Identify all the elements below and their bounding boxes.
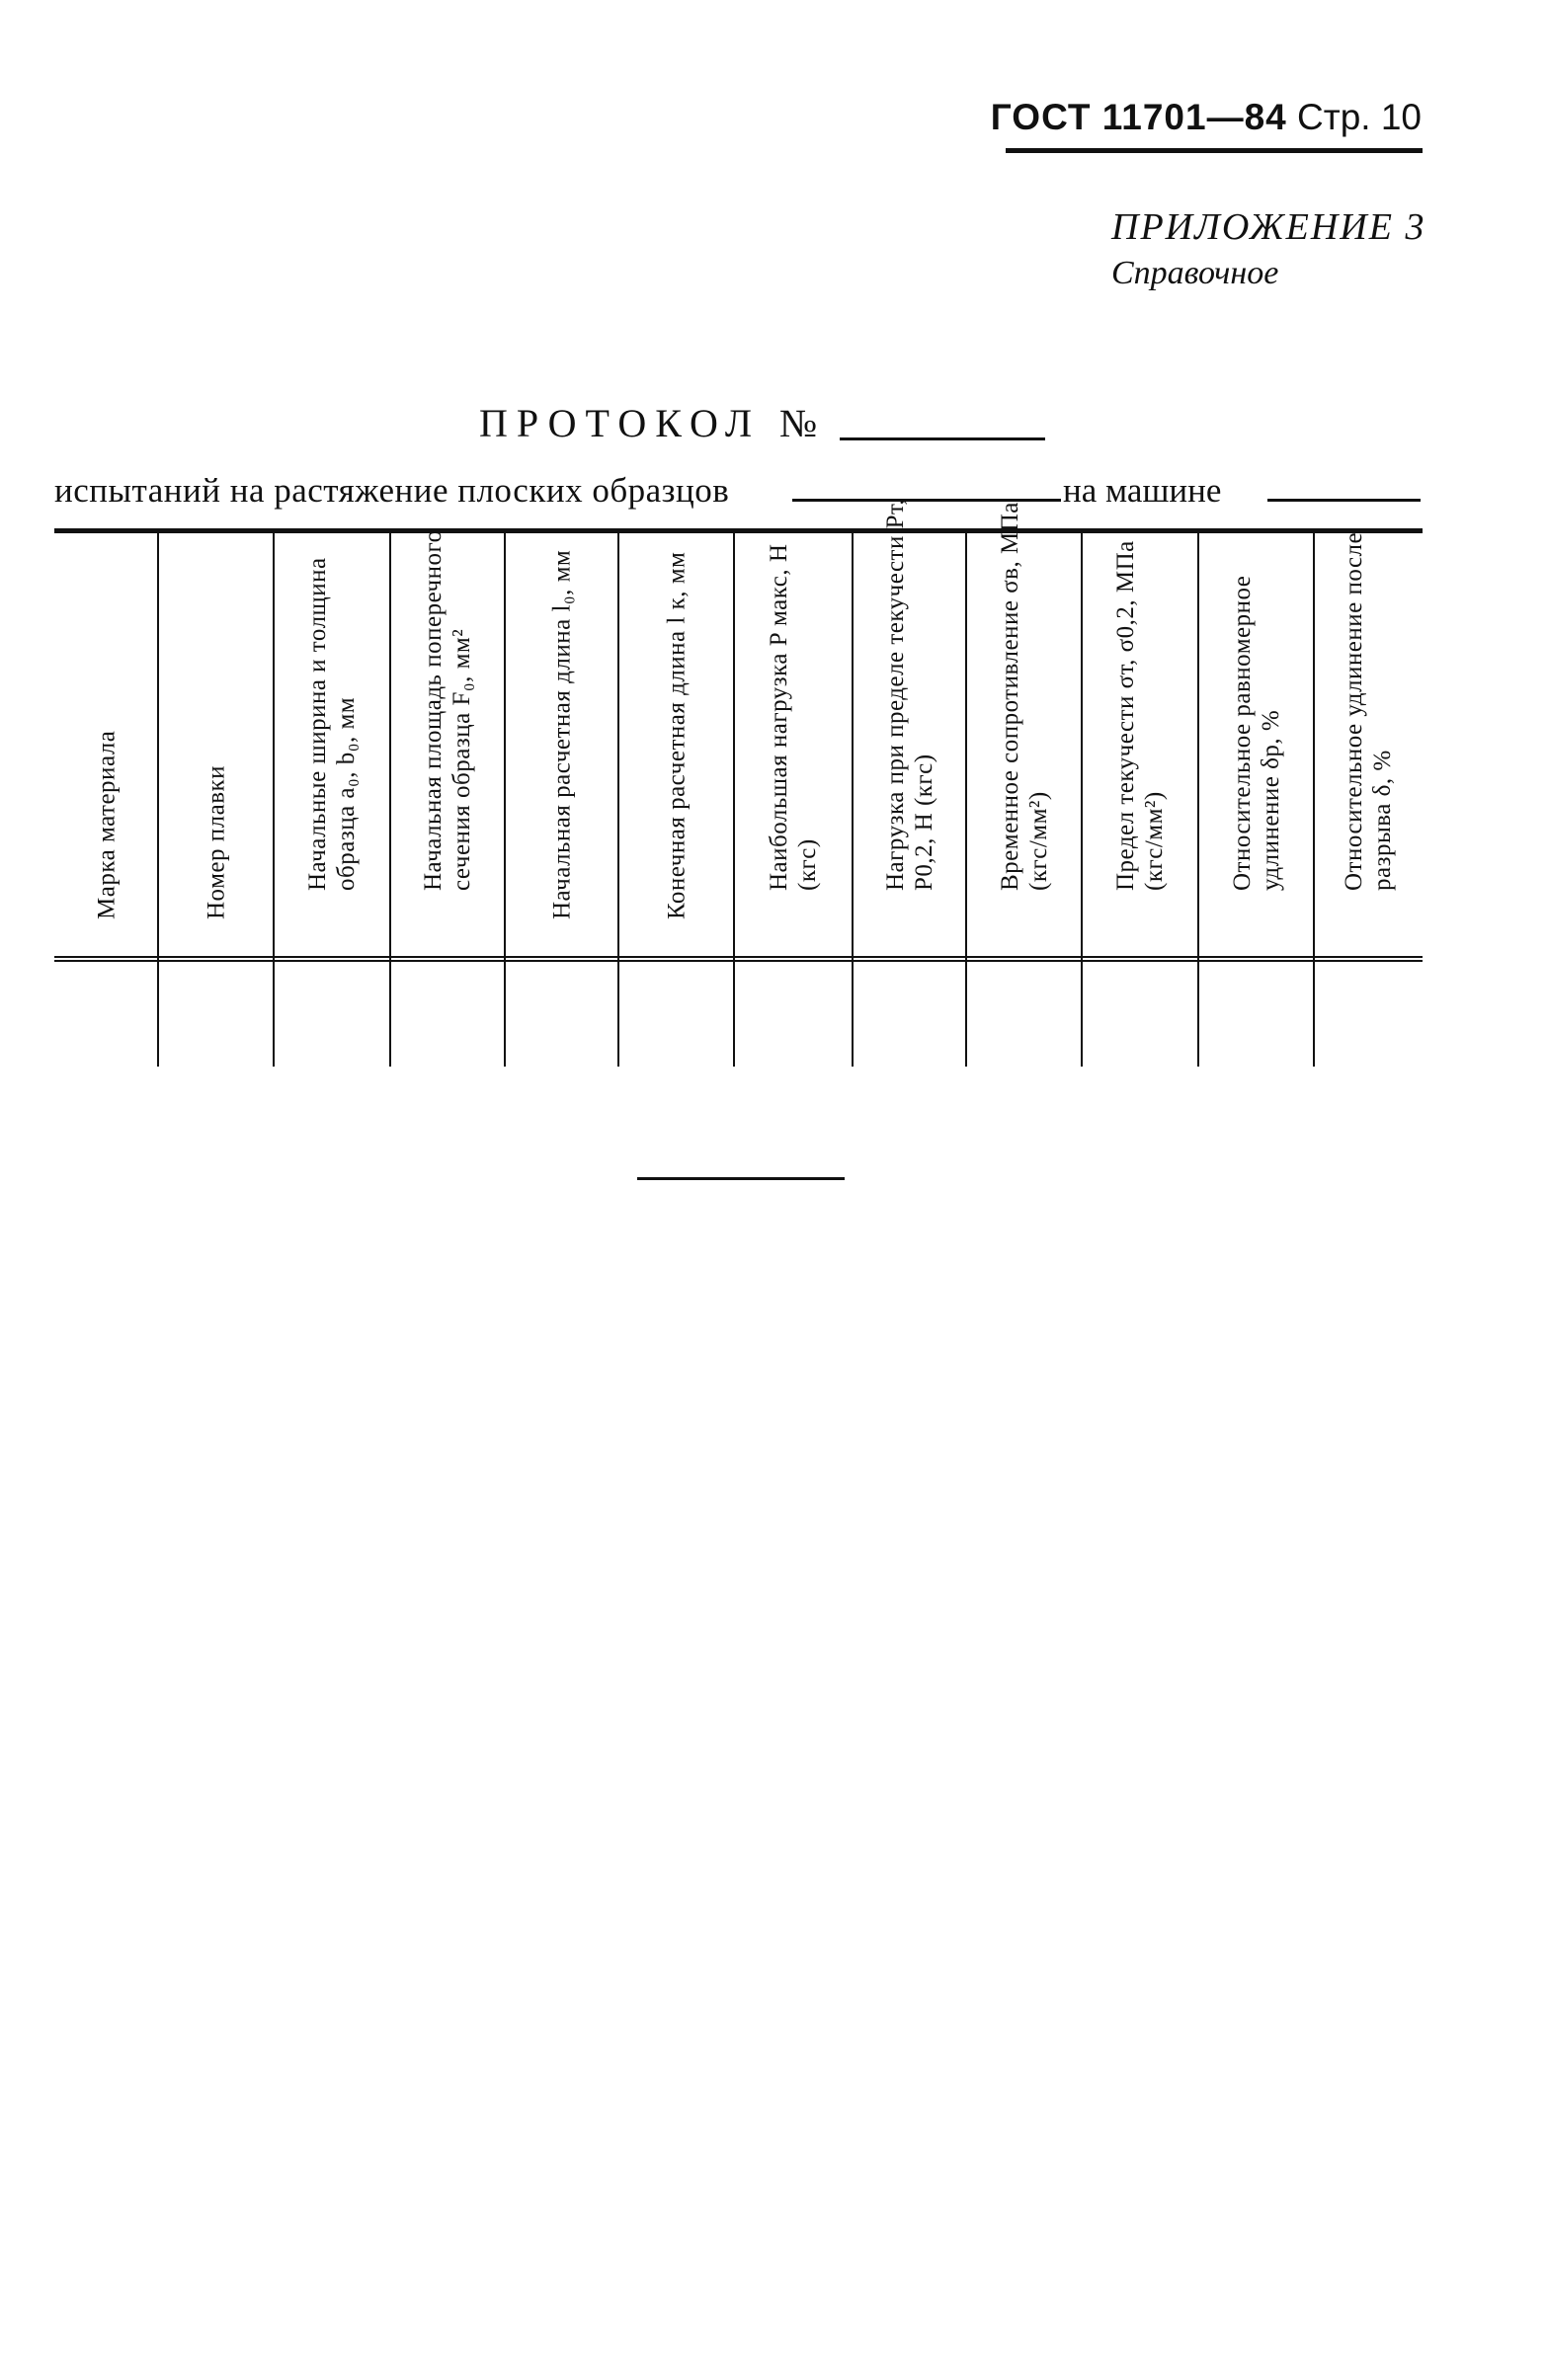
column-header bbox=[162, 543, 270, 948]
column-header-label: Начальная расчетная длина l₀, мм bbox=[548, 549, 575, 919]
table-header-rule bbox=[54, 956, 1423, 962]
column-divider bbox=[1081, 533, 1083, 1067]
column-header-label: Номер плавки bbox=[203, 764, 229, 919]
appendix-subtitle: Справочное bbox=[1111, 255, 1279, 291]
column-divider bbox=[852, 533, 854, 1067]
protocol-subtitle bbox=[54, 471, 729, 511]
table-cell[interactable] bbox=[57, 968, 155, 1062]
document-code bbox=[991, 97, 1422, 138]
column-header bbox=[970, 502, 1078, 948]
column-divider bbox=[273, 533, 275, 1067]
table-cell[interactable] bbox=[855, 968, 963, 1062]
end-rule bbox=[637, 1177, 845, 1180]
column-header-label: Временное сопротивление σв, МПа (кгс/мм²) bbox=[996, 502, 1052, 891]
machine-label: на машине bbox=[1063, 471, 1222, 510]
protocol-number-blank[interactable] bbox=[840, 437, 1045, 440]
column-header-label: Конечная расчетная длина l к, мм bbox=[663, 551, 690, 919]
column-divider bbox=[617, 533, 619, 1067]
column-header-label: Нагрузка при пределе текучести Pт, P0,2, Н (кгс) bbox=[881, 498, 937, 891]
column-divider bbox=[389, 533, 391, 1067]
table-cell[interactable] bbox=[393, 968, 502, 1062]
table-cell[interactable] bbox=[1085, 968, 1195, 1062]
protocol-subtitle-text: испытаний на растяжение плоских образцов bbox=[54, 471, 730, 510]
table-cell[interactable] bbox=[508, 968, 615, 1062]
column-header-label: Относительное равномерное удлинение δр, % bbox=[1228, 575, 1284, 891]
column-header-label: Относительное удлинение после разрыва δ, % bbox=[1341, 531, 1396, 891]
table-cell[interactable] bbox=[161, 968, 271, 1062]
column-header bbox=[278, 543, 386, 948]
column-header-label: Начальные ширина и толщина образца a₀, b₀, мм bbox=[304, 557, 360, 891]
protocol-title: ПРОТОКОЛ № bbox=[479, 401, 827, 445]
table-cell[interactable] bbox=[737, 968, 850, 1062]
column-divider bbox=[733, 533, 735, 1067]
column-header bbox=[58, 543, 154, 948]
column-divider bbox=[1197, 533, 1199, 1067]
column-divider bbox=[965, 533, 967, 1067]
column-header-label: Марка материала bbox=[93, 730, 120, 919]
gost-code: ГОСТ 11701—84 bbox=[990, 97, 1287, 137]
column-header-label: Предел текучести σт, σ0,2, МПа (кгс/мм²) bbox=[1112, 540, 1168, 891]
column-header bbox=[856, 498, 962, 948]
column-header bbox=[1202, 543, 1310, 948]
table-top-rule bbox=[54, 528, 1423, 533]
table-cell[interactable] bbox=[277, 968, 387, 1062]
column-header bbox=[1318, 531, 1419, 948]
column-header bbox=[738, 543, 849, 948]
table-cell[interactable] bbox=[621, 968, 731, 1062]
table-cell[interactable] bbox=[1317, 968, 1420, 1062]
column-header-label: Начальная площадь поперечного сечения образца F₀, мм² bbox=[420, 529, 475, 891]
appendix-title: ПРИЛОЖЕНИЕ 3 bbox=[1111, 206, 1426, 248]
page-label: Стр. 10 bbox=[1297, 97, 1422, 137]
column-header-label: Наибольшая нагрузка P макс, Н (кгс) bbox=[766, 543, 821, 891]
column-header bbox=[394, 529, 501, 948]
table-cell[interactable] bbox=[969, 968, 1079, 1062]
column-header bbox=[509, 543, 614, 948]
column-header bbox=[1086, 540, 1194, 948]
column-header bbox=[622, 543, 730, 948]
table-cell[interactable] bbox=[1201, 968, 1311, 1062]
header-rule bbox=[1006, 148, 1423, 153]
column-divider bbox=[157, 533, 159, 1067]
column-divider bbox=[504, 533, 506, 1067]
column-divider bbox=[1313, 533, 1315, 1067]
